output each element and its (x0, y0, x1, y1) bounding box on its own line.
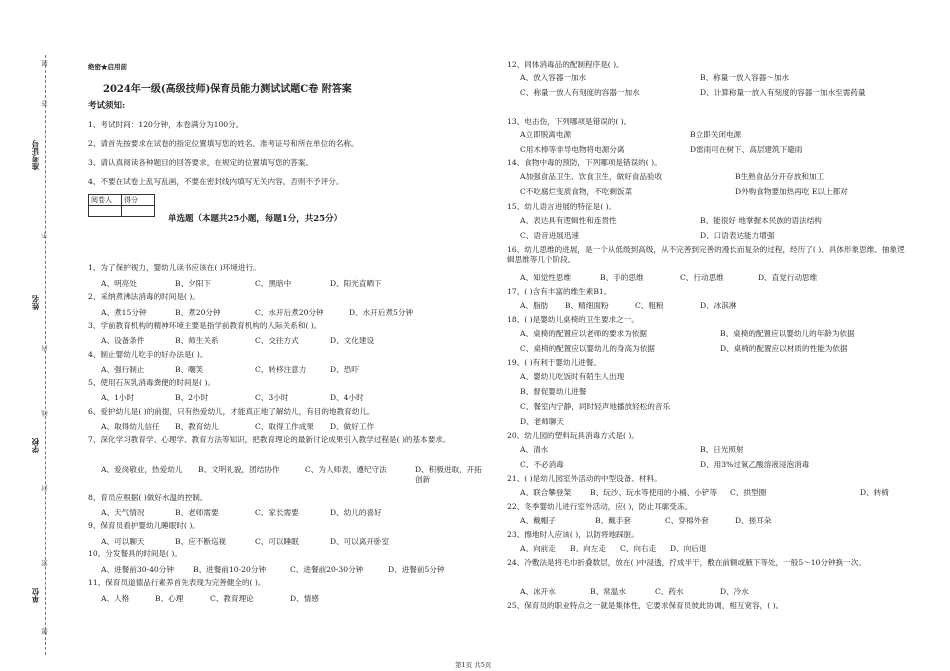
answer-option: C、取得工作成果 (255, 422, 314, 431)
margin-char: 不 (41, 232, 49, 239)
answer-option: C、药水 (655, 587, 684, 596)
page-footer: 第1页 共5页 (455, 661, 492, 669)
question-text: 5、使用石灰乳消毒粪便的时间是( )。 (88, 378, 216, 387)
answer-option: C、进餐前20-30分钟 (290, 565, 364, 574)
answer-option: B、夕阳下 (175, 279, 211, 288)
answer-option: D、计算称量一放入有刻度的容器一加水至需药量 (700, 88, 866, 97)
score-table-grader: 阅卷人 (89, 195, 122, 206)
answer-option: D、做好工作 (330, 422, 375, 431)
question-text: 25、保育员的职业特点之一就是集体性，它要求保育员彼此协调，相互宽容，( )。 (507, 601, 784, 610)
answer-option: B、2小时 (175, 393, 209, 402)
question-text: 6、爱护幼儿是( )的前提，只有热爱幼儿，才能真正地了解幼儿，有目的地教育幼儿。 (88, 407, 375, 416)
answer-option: D、向后退 (670, 544, 707, 553)
answer-option: B、教育幼儿 (175, 422, 219, 431)
answer-option: A、婴幼儿吃饭时有陌生人出现 (520, 372, 625, 381)
score-table (88, 194, 155, 217)
answer-option: A、表达具有逻辑性和连贯性 (520, 216, 617, 225)
answer-option: D、水开后煮5分钟 (349, 308, 414, 317)
answer-option: B、桌椅的配置应以婴幼儿的年龄为依据 (720, 329, 855, 338)
answer-option: B、心理 (155, 594, 184, 603)
answer-option: C、交往方式 (255, 336, 299, 345)
answer-option: A、设备条件 (101, 336, 145, 345)
answer-option: C、为人师表，遵纪守法 (305, 465, 387, 474)
question-text: 24、冷敷法是将毛巾折叠数层，放在( )中浸透，拧成半干，敷在前额或腋下等处，一般5～10分钟换一次。 (507, 558, 867, 567)
answer-option: B生熟食品分开存放和加工 (735, 172, 825, 181)
answer-option: D、积极进取，开拓创新 (415, 465, 482, 484)
answer-option: D、文化建设 (330, 336, 375, 345)
instruction-item: 1、考试时间：120分钟，本卷满分为100分。 (88, 120, 244, 129)
question-text: 1、为了保护视力，婴幼儿读书应该在( )环境进行。 (88, 263, 261, 272)
question-text: 22、冬季婴幼儿进行室外活动，应( )，防止耳廓受冻。 (507, 502, 693, 511)
answer-option: A、脂肪 (520, 301, 549, 310)
answer-option: A、向前走 (520, 544, 556, 553)
question-text: 17、( )含有丰富的维生素B1。 (507, 287, 612, 296)
margin-label-exam-no: 准考证号 (31, 140, 40, 170)
question-text: 11、保育员道德品行素养首先表现为完善健全的( )。 (88, 578, 266, 587)
margin-char: 密 (41, 560, 49, 567)
answer-option: D、进餐前5分钟 (388, 565, 445, 574)
instruction-item: 4、不要在试卷上乱写乱画，不要在密封线内填写无关内容，否则不予评分。 (88, 177, 344, 186)
question-text: 7、深化学习教育学、心理学、教育方法等知识，把教育理论的最新讨论成果引入教学过程是( )的基本要求。 (88, 435, 451, 444)
question-text: 10、分发餐具的时间是( )。 (88, 549, 182, 558)
answer-option: D、直觉行动思维 (758, 273, 818, 282)
question-text: 15、幼儿语言进展的特征是( )。 (507, 202, 617, 211)
answer-option: A、强行制止 (101, 365, 145, 374)
answer-option: B、称量一放入容器～加水 (700, 73, 790, 82)
answer-option: A、明亮处 (101, 279, 137, 288)
answer-option: C用木棒等非导电物将电源分离 (520, 145, 625, 154)
secret-mark: 绝密★启用前 (88, 63, 127, 71)
answer-option: A、联合攀登架 (520, 488, 572, 497)
answer-option: A、1小时 (101, 393, 135, 402)
answer-option: C、粗粮 (635, 301, 664, 310)
answer-option: C、语音进展迅速 (520, 231, 579, 240)
question-text: 18、( )是婴幼儿桌椅的卫生要求之一。 (507, 315, 639, 324)
answer-option: B、戴手套 (595, 516, 631, 525)
question-text: 20、幼儿园的塑料玩具消毒方式是( )。 (507, 431, 639, 440)
question-text: 9、保育员看护婴幼儿睡眠时( )。 (88, 521, 200, 530)
question-text: 8、育员应根据( )做好水温的控制。 (88, 493, 208, 502)
answer-option: A、冰开水 (520, 587, 556, 596)
answer-option: A、放入容器一加水 (520, 73, 587, 82)
answer-option: B、能很好 地掌握本民族的语法结构 (700, 216, 822, 225)
answer-option: B、日光照射 (700, 445, 744, 454)
answer-option: B、嘲笑 (175, 365, 204, 374)
answer-option: C、黑暗中 (255, 279, 292, 288)
answer-option: C、拱型圈 (730, 488, 767, 497)
answer-option: A、可以聊天 (101, 537, 145, 546)
score-table-cell[interactable] (122, 206, 155, 217)
margin-label-unit: 单位 (31, 588, 40, 603)
answer-option: B、玩沙、玩水等使用的小桶、小铲等 (590, 488, 718, 497)
question-text: 13、电击伤，下列哪项是错误的( )。 (507, 117, 632, 126)
answer-option: D、恐吓 (330, 365, 359, 374)
question-text: 2、采纳煮沸法消毒的时间是( )。 (88, 292, 200, 301)
margin-char: 题 (41, 628, 49, 635)
answer-option: A加强食品卫生、饮食卫生，做好食品验收 (520, 172, 663, 181)
instructions-heading: 考试须知: (88, 101, 126, 111)
answer-option: D、转椅 (860, 488, 889, 497)
answer-option: C、行动思维 (680, 273, 724, 282)
answer-option: D、幼儿的喜好 (330, 508, 382, 517)
question-text: 12、同体消毒品的配制程序是( )。 (507, 60, 624, 69)
answer-option: D、桌椅的配置应以材质的性能为依据 (720, 344, 848, 353)
answer-option: C、穿棉外套 (665, 516, 709, 525)
answer-option: D、老师聊天 (520, 417, 565, 426)
answer-option: C不吃腐烂变质食物，不吃剩饭菜 (520, 187, 633, 196)
answer-option: C、可以睡眠 (255, 537, 299, 546)
answer-option: A、桌椅的配置应以老师的要求为依据 (520, 329, 647, 338)
instruction-item: 3、请认真阅读各种题目的回答要求，在规定的位置填写您的答案。 (88, 158, 314, 167)
answer-option: B、老师需要 (175, 508, 219, 517)
margin-char: 内 (41, 345, 49, 352)
answer-option: A、人格 (101, 594, 130, 603)
answer-option: A、爱岗敬业，热爱幼儿 (101, 465, 183, 474)
answer-option: D雷雨可在树下、高层建筑下避雨 (690, 145, 803, 154)
question-text: 14、食物中毒的预防，下列哪项是错误的( )。 (507, 158, 662, 167)
score-table-cell[interactable] (89, 206, 122, 217)
margin-char: 题 (41, 60, 49, 67)
question-text: 4、制止婴幼儿吃手的好办法是( )。 (88, 350, 208, 359)
margin-char: 线 (41, 410, 49, 417)
answer-option: D、冰淇淋 (700, 301, 737, 310)
answer-option: D、冷水 (720, 587, 749, 596)
answer-option: B、进餐前10-20分钟 (193, 565, 267, 574)
answer-option: C、家长需要 (255, 508, 299, 517)
answer-option: D、情感 (290, 594, 319, 603)
answer-option: B、煮20分钟 (175, 308, 221, 317)
question-text: 19、( )有利于婴幼儿进餐。 (507, 358, 601, 367)
answer-option: B、应不断巡视 (175, 537, 227, 546)
answer-option: D、阳光直晒下 (330, 279, 382, 288)
answer-option: C、教育理论 (210, 594, 254, 603)
margin-char: 封 (41, 485, 49, 492)
question-text: 21、( )是幼儿园室外活动的中型设备、材料。 (507, 474, 662, 483)
answer-option: C、向右走 (620, 544, 657, 553)
instruction-item: 2、请首先按要求在试卷的指定位置填写您的姓名、准考证号和所在单位的名称。 (88, 139, 359, 148)
answer-option: A、煮15分钟 (101, 308, 147, 317)
answer-option: C、3小时 (255, 393, 289, 402)
answer-option: B、手的思维 (600, 273, 644, 282)
score-table-score: 得分 (122, 195, 155, 206)
section-heading: 单选题（本题共25小题，每题1分，共25分） (168, 214, 343, 224)
answer-option: A立即脱离电源 (520, 130, 572, 139)
question-text: 16、幼儿思维的进展，是一个从低级到高级，从不完善到完善的漫长而复杂的过程，经历了( )、具体形象思维、抽象逻辑思维等几个阶段。 (507, 245, 905, 264)
question-text: 3、学前教育机构的精神环境主要是指学前教育机构的人际关系和( )。 (88, 321, 322, 330)
answer-option: B、文明礼貌，团结协作 (198, 465, 280, 474)
answer-option: A、取得幼儿信任 (101, 422, 160, 431)
answer-option: D、搓耳朵 (735, 516, 772, 525)
answer-option: A、戴帽子 (520, 516, 556, 525)
margin-label-name: 姓名 (31, 295, 40, 310)
question-text: 23、擦地时人应该( )，以防将地踩脏。 (507, 530, 639, 539)
answer-option: B、督促婴幼儿进餐 (520, 387, 587, 396)
answer-option: A、清水 (520, 445, 549, 454)
answer-option: C、称量一放人有刻度的容器一加水 (520, 88, 640, 97)
answer-option: A、天气情况 (101, 508, 145, 517)
answer-option: D、4小时 (330, 393, 364, 402)
answer-option: D、用3%过氧乙酸溶液浸泡消毒 (700, 460, 810, 469)
answer-option: D外购食物要加热再吃 E以上都对 (735, 187, 848, 196)
answer-option: C、转移注意力 (255, 365, 307, 374)
answer-option: B立即关闭电源 (690, 130, 742, 139)
answer-option: C、桌椅的配置应以婴幼儿的身高为依据 (520, 344, 655, 353)
margin-char: 答 (41, 100, 49, 107)
answer-option: C、水开后煮20分钟 (255, 308, 324, 317)
answer-option: B、常温水 (590, 587, 626, 596)
answer-option: C、餐室内宁静，同时轻声地播放轻松的音乐 (520, 402, 671, 411)
answer-option: B、师生关系 (175, 336, 219, 345)
answer-option: C、不必消毒 (520, 460, 564, 469)
answer-option: D、可以离开卧室 (330, 537, 390, 546)
answer-option: A、进餐前30-40分钟 (101, 565, 174, 574)
answer-option: A、知觉性思维 (520, 273, 572, 282)
answer-option: B、精细面粉 (565, 301, 609, 310)
answer-option: D、口语表达能力增强 (700, 231, 775, 240)
page-title: 2024年一级(高级技师)保育员能力测试试题C卷 附答案 (103, 84, 352, 95)
margin-label-school: 学校 (31, 438, 40, 453)
answer-option: B、向左走 (570, 544, 606, 553)
